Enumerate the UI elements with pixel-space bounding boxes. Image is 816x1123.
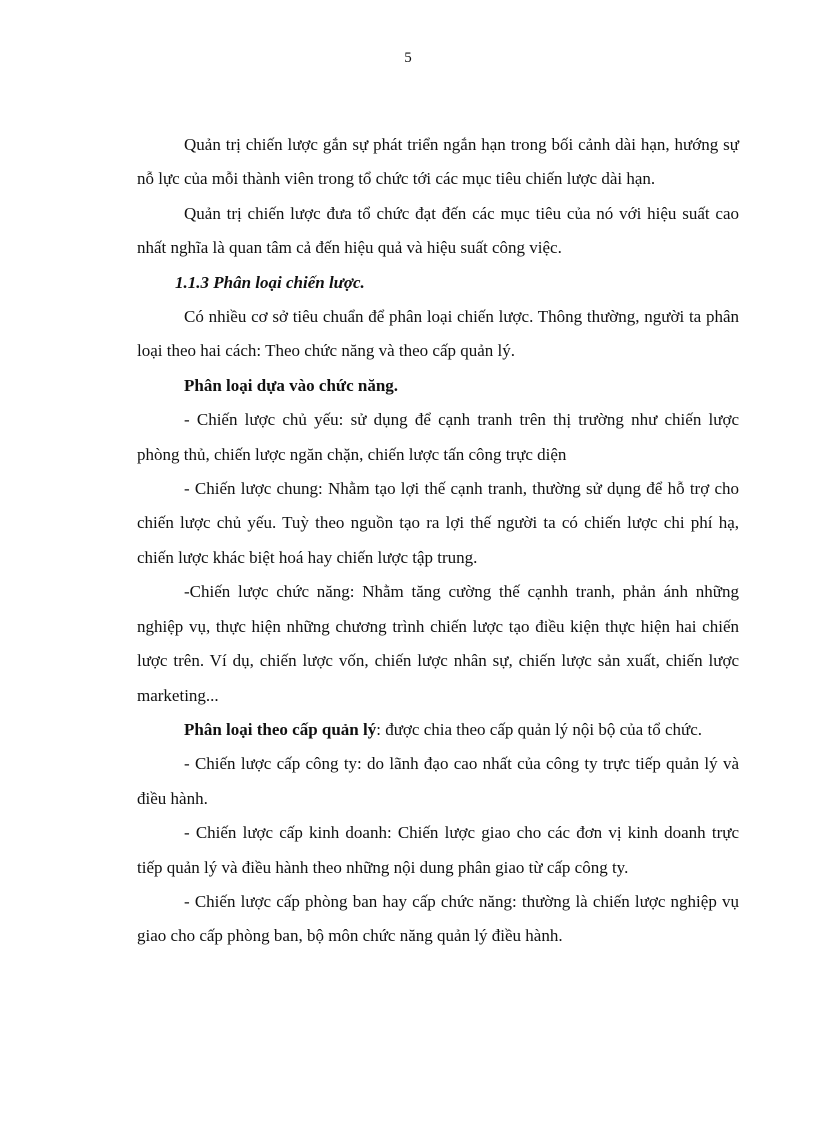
- paragraph-functional-strategy: -Chiến lược chức năng: Nhằm tăng cường thế cạnhh tranh, phản ánh những nghiệp vụ, thực hiện những chương trình chiến lược tạo điều kiện thực hiện hai chiến lược trên. Ví dụ, chiến lược vốn, chiến lược nhân sự, chiến lược sản xuất, chiến lược marketing...: [137, 582, 739, 705]
- classification-by-level-text: : được chia theo cấp quản lý nội bộ của tổ chức.: [376, 719, 703, 739]
- section-heading-1-1-3: 1.1.3 Phân loại chiến lược.: [175, 272, 365, 292]
- paragraph-classification-by-level: [137, 713, 739, 747]
- paragraph-main-strategy: - Chiến lược chủ yếu: sử dụng để cạnh tranh trên thị trường như chiến lược phòng thủ, chiến lược ngăn chặn, chiến lược tấn công trực diện: [137, 410, 739, 464]
- paragraph-general-strategy: - Chiến lược chung: Nhằm tạo lợi thế cạnh tranh, thường sử dụng để hỗ trợ cho chiến lược chủ yếu. Tuỳ theo nguồn tạo ra lợi thế người ta có chiến lược chi phí hạ, chiến lược khác biệt hoá hay chiến lược tập trung.: [137, 479, 739, 567]
- paragraph-classification-intro: Có nhiều cơ sở tiêu chuẩn để phân loại chiến lược. Thông thường, người ta phân loại theo hai cách: Theo chức năng và theo cấp quản lý.: [137, 307, 739, 361]
- paragraph-strategic-management-efficiency: Quản trị chiến lược đưa tổ chức đạt đến các mục tiêu của nó với hiệu suất cao nhất nghĩa là quan tâm cả đến hiệu quả và hiệu suất công việc.: [137, 203, 739, 258]
- paragraph-functional-level-strategy: - Chiến lược cấp phòng ban hay cấp chức năng: thường là chiến lược nghiệp vụ giao cho cấp phòng ban, bộ môn chức năng quản lý điều hành.: [137, 891, 739, 946]
- page-number: 5: [404, 50, 412, 66]
- paragraph-strategic-management-long-term: Quản trị chiến lược gắn sự phát triển ngắn hạn trong bối cảnh dài hạn, hướng sự nỗ lực của mỗi thành viên trong tổ chức tới các mục tiêu chiến lược dài hạn.: [137, 135, 739, 189]
- subheading-classification-by-level: Phân loại theo cấp quản lý: [184, 719, 377, 739]
- paragraph-business-level-strategy: - Chiến lược cấp kinh doanh: Chiến lược giao cho các đơn vị kinh doanh trực tiếp quản lý và điều hành theo những nội dung phân giao từ cấp công ty.: [137, 823, 739, 877]
- subheading-classification-by-function: Phân loại dựa vào chức năng.: [184, 375, 399, 395]
- page-body: [137, 128, 739, 954]
- paragraph-corporate-level-strategy: - Chiến lược cấp công ty: do lãnh đạo cao nhất của công ty trực tiếp quản lý và điều hành.: [137, 754, 739, 808]
